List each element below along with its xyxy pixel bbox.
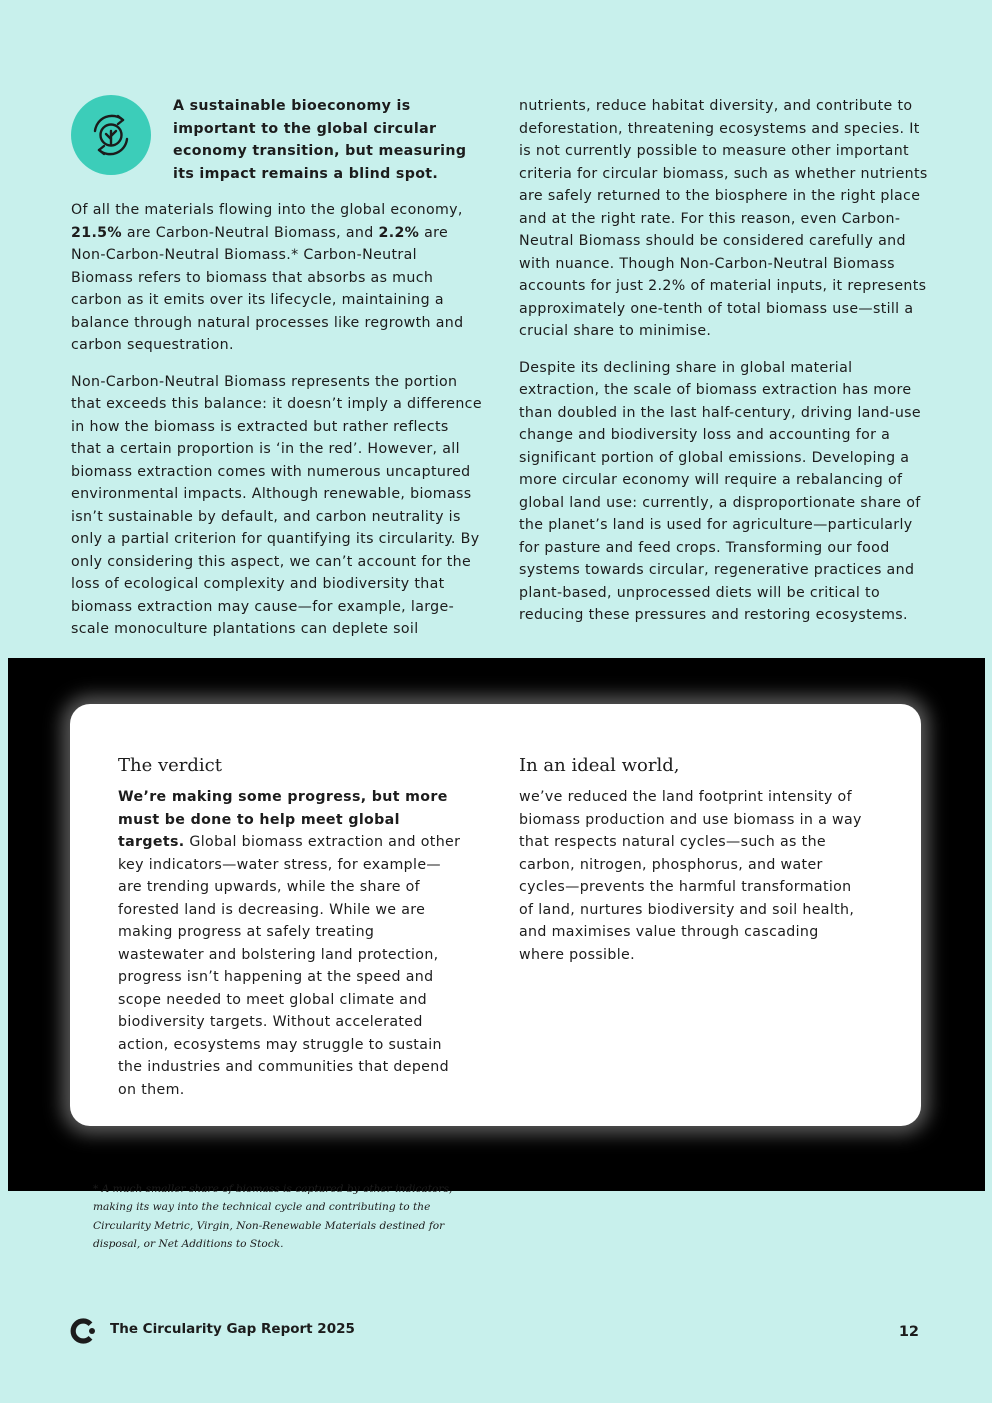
verdict-heading: The verdict	[118, 755, 222, 776]
ideal-world-section	[519, 754, 864, 966]
footnote: * A much smaller share of biomass is captured by other indicators, making its way into the technical cycle and contributing to the Circularity Metric, Virgin, Non-Renewable Materials destined for disposal, or Net Additions to Stock.	[93, 1183, 453, 1250]
right-paragraph-2: Despite its declining share in global material extraction, the scale of biomass extraction has more than doubled in the last half-century, driving land-use change and biodiversity loss and accounting for a significant portion of global emissions. Developing a more circular economy will require a rebalancing of global land use: currently, a disproportionate share of the planet’s land is used for agriculture—particularly for pasture and feed crops. Transforming our food systems towards circular, regenerative practices and plant-based, unprocessed diets will be critical to reducing these pressures and restoring ecosystems.	[519, 359, 921, 623]
circle-gap-logo-icon	[70, 1318, 96, 1344]
verdict-lead: We’re making some progress, but more must be done to help meet global targets.	[118, 789, 448, 850]
non-carbon-neutral-share: 2.2%	[378, 224, 420, 241]
page-number: 12	[898, 1324, 919, 1340]
right-paragraph-1: nutrients, reduce habitat diversity, and contribute to deforestation, threatening ecosystems and species. It is not currently possible to measure other important criteria for circular biomass, such as whether nutrients are safely returned to the biosphere in the right place and at the right rate. For this reason, even Carbon-Neutral Biomass should be considered carefully and with nuance. Though Non-Carbon-Neutral Biomass accounts for just 2.2% of material inputs, it represents approximately one-tenth of total biomass use—still a crucial share to minimise.	[519, 98, 928, 339]
verdict-body: Global biomass extraction and other key indicators—water stress, for example—are trending upwards, while the share of forested land is decreasing. While we are making progress at safely treating wastewater and bolstering land protection, progress isn’t happening at the speed and scope needed to meet global climate and biodiversity targets. Without accelerated action, ecosystems may struggle to sustain the industries and communities that depend on them.	[118, 834, 461, 1098]
left-column	[71, 95, 483, 641]
verdict-text	[118, 786, 463, 1101]
right-column	[519, 95, 931, 627]
intro-heading: A sustainable bioeconomy is important to the global circular economy transition, but measuring its impact remains a blind spot.	[173, 98, 467, 182]
ideal-world-heading: In an ideal world,	[519, 755, 680, 776]
verdict-card	[70, 704, 921, 1126]
left-paragraph-1: Of all the materials flowing into the global economy, 21.5% are Carbon-Neutral Biomass, and 2.2% are Non-Carbon-Neutral Biomass.* Carbon-Neutral Biomass refers to biomass that absorbs as much carbon as it emits over its lifecycle, maintaining a balance through natural processes like regrowth and carbon sequestration.	[71, 202, 464, 353]
carbon-neutral-share: 21.5%	[71, 224, 122, 241]
report-title: The Circularity Gap Report 2025	[110, 1321, 355, 1337]
verdict-section	[118, 754, 463, 1101]
ideal-world-body: we’ve reduced the land footprint intensity of biomass production and use biomass in a way that respects natural cycles—such as the carbon, nitrogen, phosphorus, and water cycles—prevents the harmful transformation of land, nurtures biodiversity and soil health, and maximises value through cascading where possible.	[519, 789, 862, 963]
left-paragraph-2: Non-Carbon-Neutral Biomass represents the portion that exceeds this balance: it doesn’t imply a difference in how the biomass is extracted but rather reflects that a certain proportion is ‘in the red’. However, all biomass extraction comes with numerous uncaptured environmental impacts. Although renewable, biomass isn’t sustainable by default, and carbon neutrality is only a partial criterion for quantifying its circularity. By only considering this aspect, we can’t account for the loss of ecological complexity and biodiversity that biomass extraction may cause—for example, large-scale monoculture plantations can deplete soil	[71, 373, 482, 637]
circular-leaf-icon	[71, 95, 151, 175]
intro-block	[71, 95, 483, 185]
